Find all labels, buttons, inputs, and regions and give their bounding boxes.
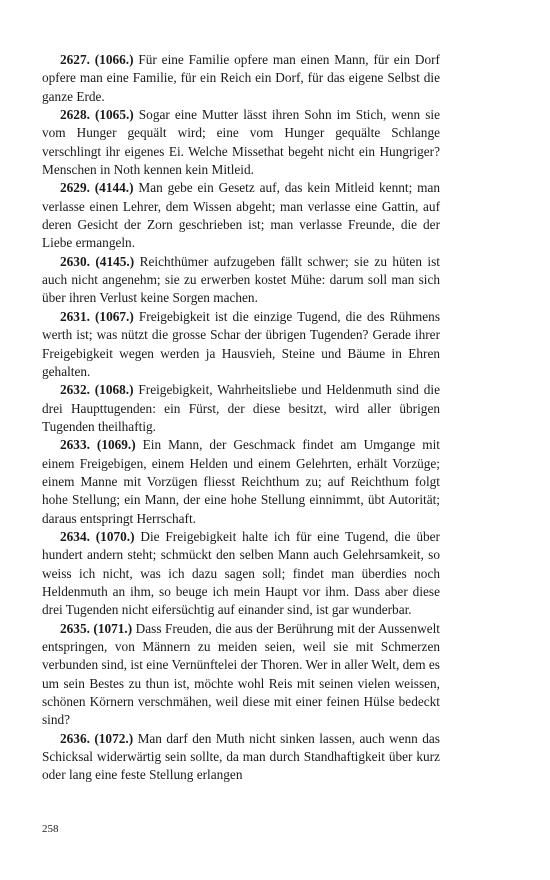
entry-text: Man gebe ein Gesetz auf, das kein Mitleid kennt; man verlasse einen Lehrer, dem Wissen abgeht; man verlasse eine Gattin, auf deren Gesicht der Zorn geschrieben ist; man verlasse Freunde, die der Liebe ermangeln. [42,180,440,251]
entry-text: Für eine Familie opfere man einen Mann, für ein Dorf opfere man eine Familie, für ein Reich ein Dorf, für das eigene Selbst die ganze Erde. [42,52,440,104]
entry-text: Dass Freuden, die aus der Berührung mit der Aussenwelt entspringen, von Männern zu meiden seien, weil sie mit Schmerzen verbunden sind, ist eine Vernünftelei der Thoren. Wer in aller Welt, dem es um sein Bestes zu thun ist, möchte wohl Reis mit seinen vielen weissen, schönen Körnern verschmähen, weil diese mit einer feinen Hülse bedeckt sind? [42,620,440,728]
entry-text: Sogar eine Mutter lässt ihren Sohn im Stich, wenn sie vom Hunger gequält wird; eine vom Hunger gequälte Schlange verschlingt ihr eigenes Ei. Welche Missethat begeht nicht ein Hungriger? Menschen in Noth kennen kein Mitleid. [42,107,440,178]
entry-2631 [42,308,440,381]
entry-2632 [42,381,440,436]
entry-text: Reichthümer aufzugeben fällt schwer; sie zu hüten ist auch nicht angenehm; sie zu erwerben kostet Mühe: darum soll man sich über ihren Verlust keine Sorgen machen. [42,253,440,306]
entry-2629 [42,179,440,252]
entry-number: 2630. (4145.) [60,253,135,269]
entry-2627 [42,51,440,106]
entry-number: 2633. (1069.) [60,437,136,453]
entry-2633 [42,436,440,528]
entry-2635 [42,620,440,730]
entry-number: 2635. (1071.) [60,620,133,636]
entry-2636 [42,730,440,785]
entry-2628 [42,106,440,179]
entry-number: 2632. (1068.) [60,382,134,398]
entry-number: 2631. (1067.) [60,308,134,324]
page-number: 258 [42,823,59,835]
entry-2634 [42,528,440,620]
entry-number: 2627. (1066.) [60,52,134,67]
entry-text: Man darf den Muth nicht sinken lassen, auch wenn das Schicksal widerwärtig sein sollte, da man durch Standhaftigkeit über kurz oder lang eine feste Stellung erlangen [42,730,440,783]
entry-text: Freigebigkeit ist die einzige Tugend, die des Rühmens werth ist; was nützt die grosse Schar der übrigen Tugenden? Gerade ihrer Freigebigkeit wegen werden ja Hausvieh, Steine und Bäume in Ehren gehalten. [42,308,440,379]
entry-text: Ein Mann, der Geschmack findet am Umgange mit einem Freigebigen, einem Helden und einem Gelehrten, erhält Vorzüge; einem Manne mit Vorzügen fliesst Reichthum zu; auf Reichthum folgt hohe Stellung; ein Mann, der eine hohe Stellung einnimmt, übt Autorität; daraus entspringt Herrschaft. [42,437,440,526]
entry-text: Die Freigebigkeit halte ich für eine Tugend, die über hundert andern steht; schmückt den selben Mann auch Gelehrsamkeit, so weiss ich nicht, was ich dazu sagen soll; findet man überdies noch Heldenmuth an ihm, so beuge ich mein Haupt vor ihm. Dass aber diese drei Tugenden nicht eifersüchtig auf einander sind, ist gar wunderbar. [42,528,440,618]
entry-number: 2636. (1072.) [60,730,134,746]
entry-number: 2634. (1070.) [60,528,135,544]
entry-number: 2629. (4144.) [60,180,134,196]
page-body [42,51,440,785]
entry-2630 [42,253,440,308]
entry-text: Freigebigkeit, Wahrheitsliebe und Heldenmuth sind die drei Haupttugenden: ein Fürst, der diese besitzt, wird aller übrigen Tugenden theilhaftig. [42,382,441,434]
entry-number: 2628. (1065.) [60,107,134,123]
